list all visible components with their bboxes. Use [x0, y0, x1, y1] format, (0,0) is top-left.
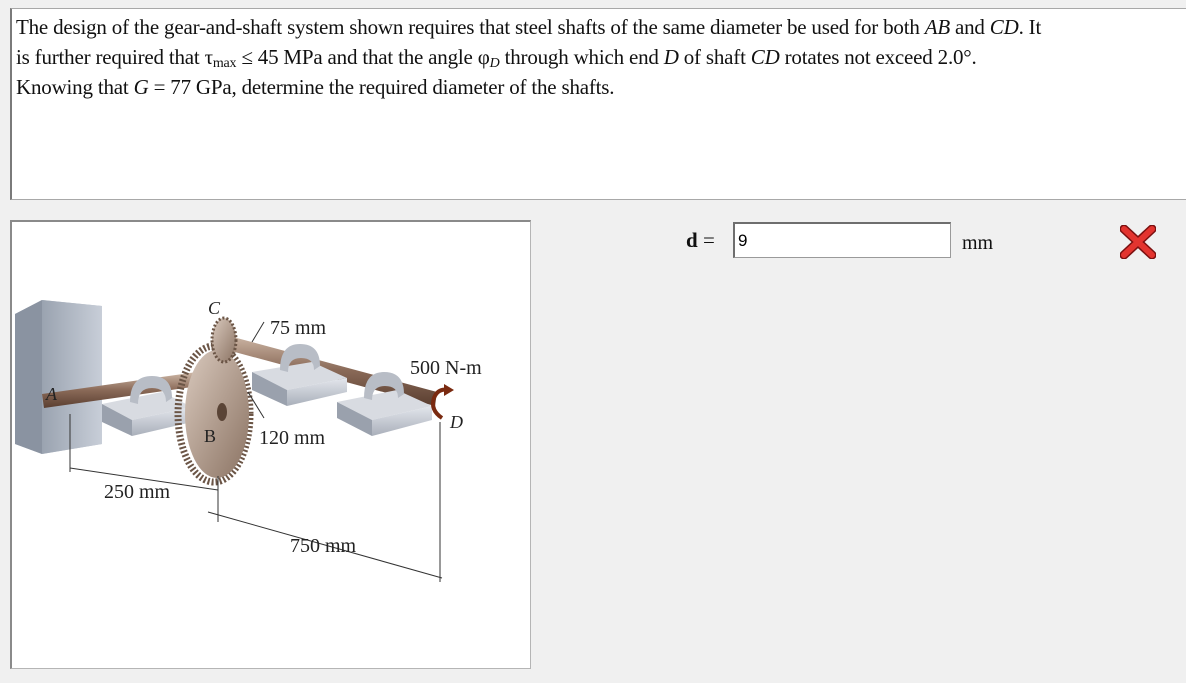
diameter-answer-input[interactable] — [733, 222, 951, 258]
problem-line-3: Knowing that G = 77 GPa, determine the required diameter of the shafts. — [16, 75, 615, 99]
label-gear-c-radius: 75 mm — [270, 317, 327, 339]
problem-line-1: The design of the gear-and-shaft system shown requires that steel shafts of the same diameter be used for both AB and CD. It — [16, 15, 1042, 39]
problem-statement — [10, 8, 1186, 200]
answer-variable-label — [686, 228, 715, 253]
incorrect-x-icon — [1120, 225, 1156, 259]
label-length-ab: 250 mm — [104, 481, 171, 503]
label-length-cd: 750 mm — [290, 535, 357, 557]
answer-unit: mm — [962, 232, 994, 254]
gear-b — [178, 346, 250, 482]
wall-support — [15, 300, 102, 454]
answer-variable: d — [686, 228, 698, 252]
letter-a: A — [46, 384, 57, 404]
answer-equals: = — [702, 228, 715, 252]
gear-shaft-diagram — [12, 222, 529, 667]
problem-line-2: is further required that $\tau_{max} \le 45$ MPa and that the angle $\varphi_D$ through which end D of shaft CD rotates not exceed 2.0°. — [16, 45, 977, 71]
letter-d: D — [450, 412, 463, 432]
gear-c — [212, 318, 236, 362]
letter-b: B — [204, 426, 217, 446]
figure-panel — [10, 220, 531, 669]
label-torque: 500 N-m — [410, 357, 482, 379]
label-gear-b-radius: 120 mm — [259, 427, 326, 449]
dimension-lines — [70, 322, 442, 582]
letter-c: C — [208, 298, 221, 318]
